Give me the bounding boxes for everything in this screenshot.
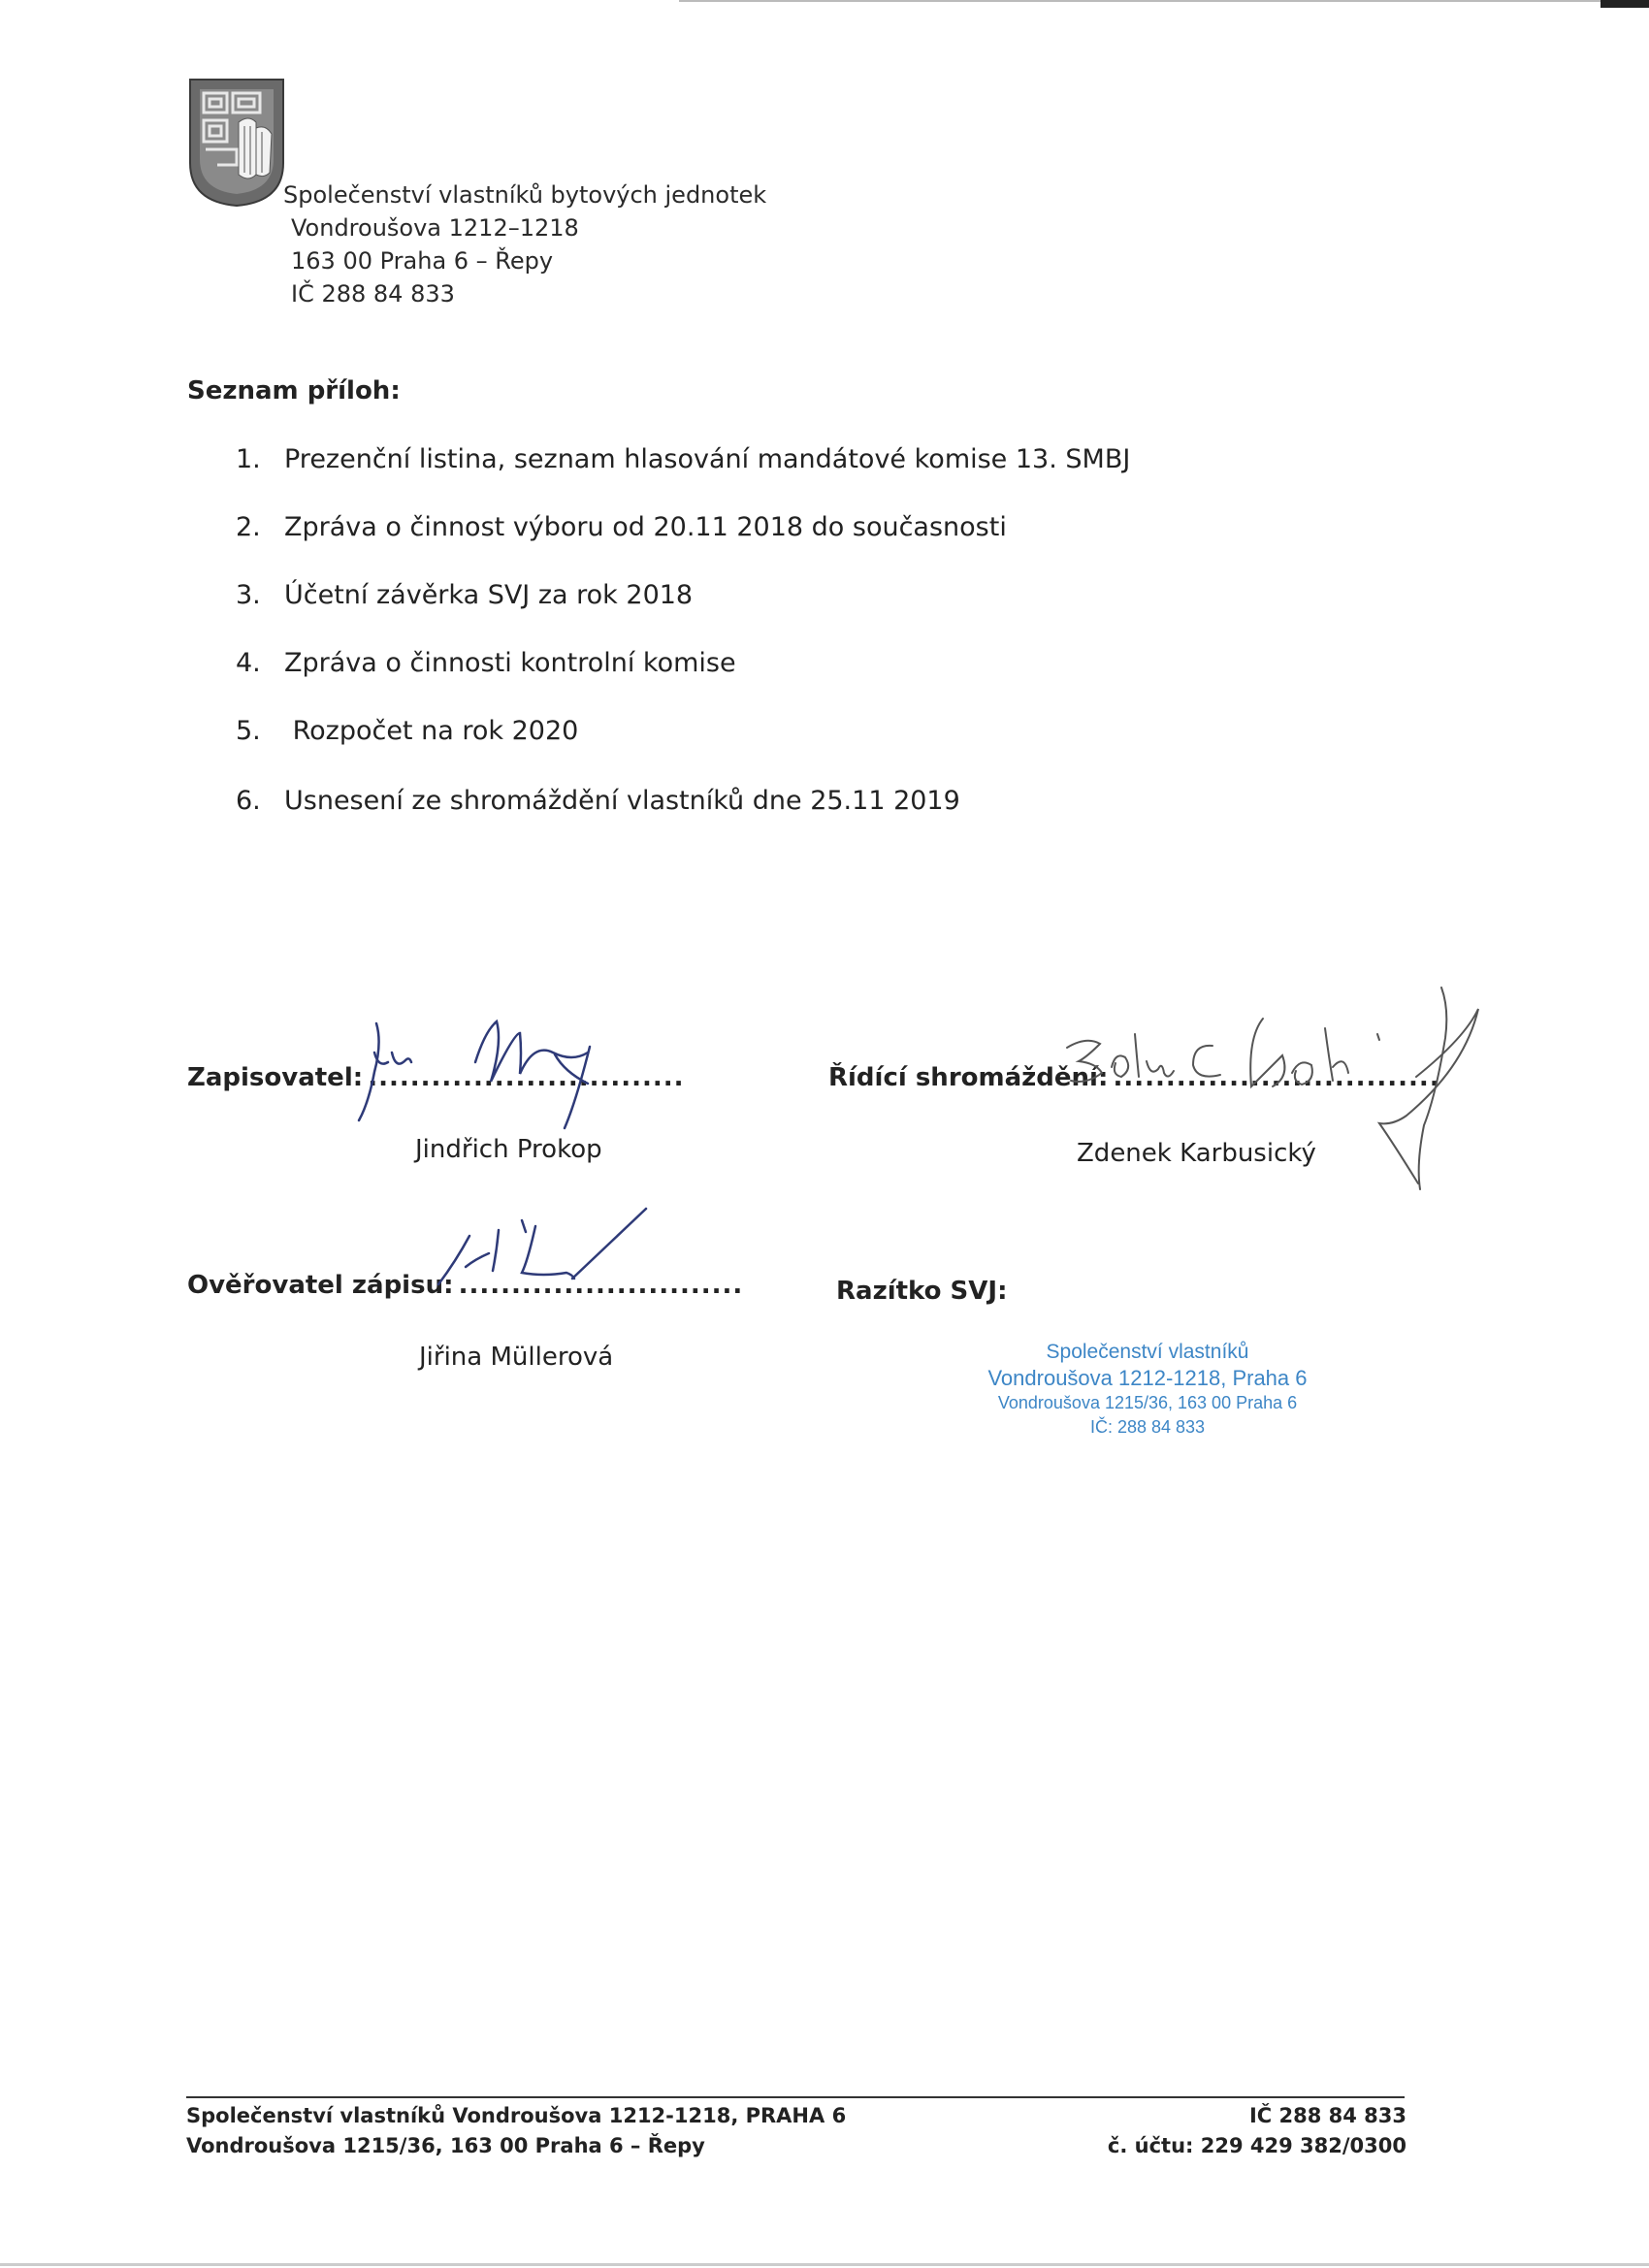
list-item-number: 4.: [236, 648, 261, 678]
org-street: Vondroušova 1212–1218: [291, 214, 579, 242]
chair-name: Zdenek Karbusický: [1077, 1139, 1316, 1168]
verifier-label: Ověřovatel zápisu:: [187, 1271, 454, 1300]
org-id: IČ 288 84 833: [291, 280, 455, 308]
list-item-text: Zpráva o činnost výboru od 20.11 2018 do současnosti: [284, 512, 1007, 542]
list-item: [236, 786, 960, 816]
recorder-label: Zapisovatel:: [187, 1063, 364, 1092]
scan-edge-bottom: [0, 2263, 1649, 2266]
stamp-line-id: IČ: 288 84 833: [1089, 1417, 1206, 1437]
list-item: [236, 648, 736, 678]
scan-edge-top: [679, 0, 1649, 2]
recorder-dots: ..............................: [368, 1063, 685, 1092]
list-item-number: 5.: [236, 716, 261, 746]
verifier-handwritten-signature: [427, 1203, 679, 1300]
footer-bank-account: č. účtu: 229 429 382/0300: [1107, 2134, 1406, 2157]
footer-left: [186, 2101, 846, 2161]
stamp-line-address: Vondroušova 1212-1218, Praha 6: [987, 1366, 1308, 1390]
stamp-line-street: Vondroušova 1215/36, 163 00 Praha 6: [997, 1393, 1298, 1412]
stamp-line-name: Společenství vlastníků: [1046, 1341, 1249, 1363]
list-item-number: 2.: [236, 512, 261, 542]
chair-handwritten-signature: [1057, 980, 1484, 1203]
list-item-number: 3.: [236, 580, 261, 610]
verifier-name: Jiřina Müllerová: [419, 1343, 614, 1372]
list-item-number: 1.: [236, 444, 261, 474]
org-name: Společenství vlastníků bytových jednotek: [283, 181, 767, 209]
organization-stamp: [978, 1339, 1317, 1440]
footer-org-name: Společenství vlastníků Vondroušova 1212-1218, PRAHA 6: [186, 2104, 847, 2127]
list-item-text: Rozpočet na rok 2020: [284, 716, 579, 746]
municipal-crest-icon: [188, 78, 285, 208]
organization-header: [283, 178, 766, 310]
footer-right: [1048, 2101, 1406, 2161]
list-item: [236, 716, 578, 746]
list-item-number: 6.: [236, 786, 261, 816]
attachments-heading: Seznam příloh:: [187, 376, 401, 405]
list-item: [236, 512, 1007, 542]
org-city: 163 00 Praha 6 – Řepy: [291, 247, 554, 275]
scan-corner-mark: [1600, 0, 1649, 8]
footer-org-address: Vondroušova 1215/36, 163 00 Praha 6 – Řepy: [186, 2134, 705, 2157]
chair-dots: ...............................: [1113, 1063, 1440, 1092]
list-item: [236, 580, 693, 610]
list-item-text: Zpráva o činnosti kontrolní komise: [284, 648, 736, 678]
list-item-text: Prezenční listina, seznam hlasování mandátové komise 13. SMBJ: [284, 444, 1131, 474]
verifier-dots: ...........................: [458, 1271, 744, 1300]
list-item: [236, 444, 1130, 474]
stamp-label: Razítko SVJ:: [836, 1277, 1008, 1306]
footer-divider: [186, 2096, 1405, 2098]
recorder-handwritten-signature: [349, 1014, 640, 1130]
footer-org-id: IČ 288 84 833: [1248, 2104, 1406, 2127]
list-item-text: Usnesení ze shromáždění vlastníků dne 25.11 2019: [284, 786, 960, 816]
list-item-text: Účetní závěrka SVJ za rok 2018: [284, 580, 694, 610]
chair-label: Řídící shromáždění:: [828, 1063, 1109, 1092]
recorder-name: Jindřich Prokop: [415, 1135, 602, 1164]
